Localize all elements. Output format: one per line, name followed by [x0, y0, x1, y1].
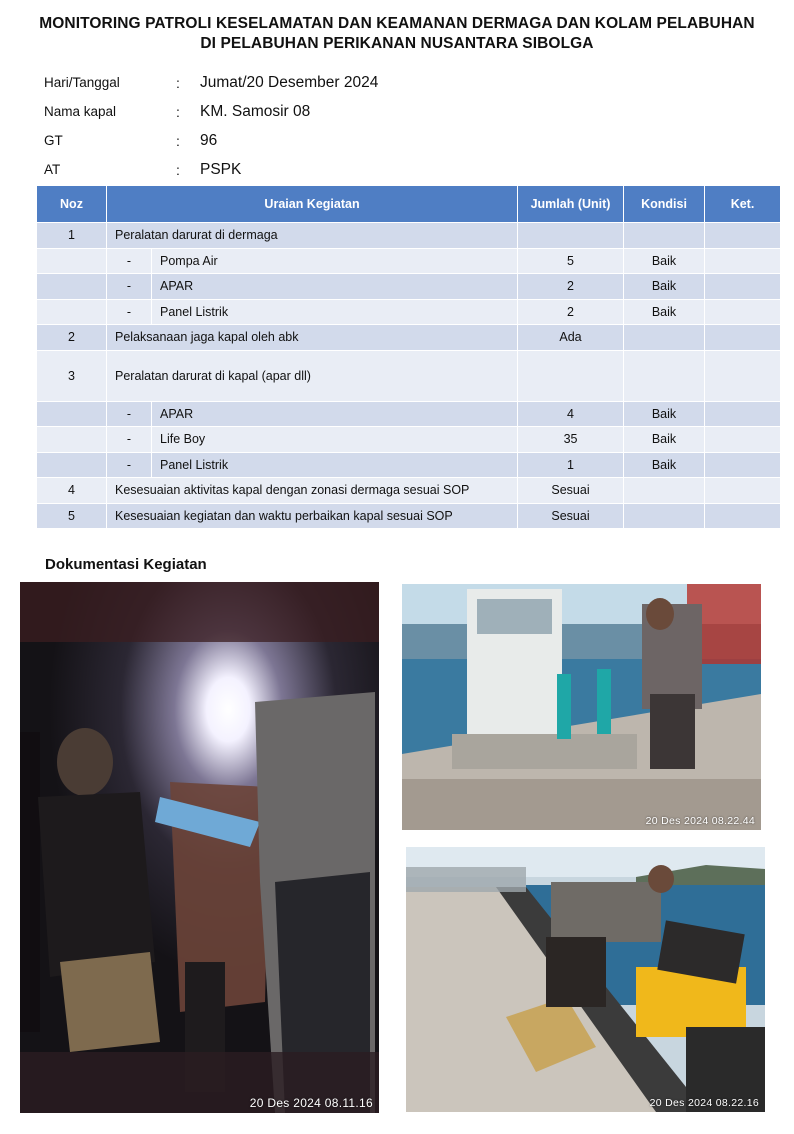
table-row — [37, 223, 781, 249]
header-jumlah: Jumlah (Unit) — [518, 186, 624, 223]
cell-jumlah: 2 — [518, 299, 624, 325]
cell-dash: - — [107, 452, 152, 478]
photo-timestamp: 20 Des 2024 08.22.44 — [645, 815, 755, 827]
cell-kondisi: Baik — [624, 248, 705, 274]
cell-kondisi — [624, 478, 705, 504]
cell-kondisi: Baik — [624, 452, 705, 478]
cell-jumlah: Sesuai — [518, 478, 624, 504]
photo-electric-panel-icon — [402, 584, 761, 830]
info-label: GT — [44, 133, 63, 148]
photo-timestamp: 20 Des 2024 08.11.16 — [249, 1096, 373, 1110]
cell-no: 2 — [37, 325, 107, 351]
header-no: Noz — [37, 186, 107, 223]
cell-dash: - — [107, 299, 152, 325]
cell-ket — [705, 427, 781, 453]
cell-kondisi — [624, 223, 705, 249]
cell-uraian: Pelaksanaan jaga kapal oleh abk — [107, 325, 518, 351]
document-title — [0, 14, 794, 54]
table-row — [37, 401, 781, 427]
cell-ket — [705, 274, 781, 300]
cell-item: APAR — [152, 401, 518, 427]
photo-dock-box-icon — [406, 847, 765, 1112]
info-label: Hari/Tanggal — [44, 75, 120, 90]
info-row-ship-name — [44, 97, 644, 126]
info-value: PSPK — [200, 160, 242, 178]
info-colon: : — [176, 161, 180, 178]
cell-jumlah: 1 — [518, 452, 624, 478]
cell-ket — [705, 452, 781, 478]
cell-jumlah — [518, 223, 624, 249]
cell-no: 1 — [37, 223, 107, 249]
table-row — [37, 503, 781, 529]
cell-kondisi: Baik — [624, 427, 705, 453]
header-kondisi: Kondisi — [624, 186, 705, 223]
vessel-info — [44, 68, 644, 184]
activity-table — [36, 185, 781, 529]
cell-ket — [705, 401, 781, 427]
table-row — [37, 299, 781, 325]
info-label: AT — [44, 162, 61, 177]
cell-no: 3 — [37, 350, 107, 401]
photo-onboard-inspection — [20, 582, 379, 1113]
info-row-gt — [44, 126, 644, 155]
cell-ket — [705, 248, 781, 274]
photo-onboard-inspection-icon — [20, 582, 379, 1113]
info-label: Nama kapal — [44, 104, 117, 119]
table-row — [37, 452, 781, 478]
cell-kondisi: Baik — [624, 401, 705, 427]
table-row — [37, 427, 781, 453]
cell-item: APAR — [152, 274, 518, 300]
cell-jumlah: 5 — [518, 248, 624, 274]
info-colon: : — [176, 132, 180, 149]
cell-ket — [705, 299, 781, 325]
table-row — [37, 350, 781, 401]
info-colon: : — [176, 103, 180, 120]
cell-kondisi: Baik — [624, 299, 705, 325]
cell-no — [37, 427, 107, 453]
cell-dash: - — [107, 274, 152, 300]
info-value: 96 — [200, 131, 218, 149]
cell-no — [37, 401, 107, 427]
cell-ket — [705, 503, 781, 529]
photo-dock-box-inspection — [406, 847, 765, 1112]
info-value: Jumat/20 Desember 2024 — [200, 73, 379, 91]
title-line-2: DI PELABUHAN PERIKANAN NUSANTARA SIBOLGA — [200, 35, 594, 52]
cell-dash: - — [107, 401, 152, 427]
documentation-title: Dokumentasi Kegiatan — [45, 556, 207, 573]
cell-kondisi — [624, 325, 705, 351]
cell-item: Panel Listrik — [152, 452, 518, 478]
photo-timestamp: 20 Des 2024 08.22.16 — [649, 1097, 759, 1109]
cell-kondisi: Baik — [624, 274, 705, 300]
cell-jumlah: 4 — [518, 401, 624, 427]
cell-ket — [705, 325, 781, 351]
table-header-row — [37, 186, 781, 223]
info-row-date — [44, 68, 644, 97]
cell-jumlah: Ada — [518, 325, 624, 351]
cell-no — [37, 299, 107, 325]
cell-dash: - — [107, 248, 152, 274]
cell-uraian: Peralatan darurat di kapal (apar dll) — [107, 350, 518, 401]
cell-no — [37, 274, 107, 300]
cell-no — [37, 248, 107, 274]
cell-jumlah: 35 — [518, 427, 624, 453]
title-line-1: MONITORING PATROLI KESELAMATAN DAN KEAMANAN DERMAGA DAN KOLAM PELABUHAN — [39, 15, 755, 32]
info-value: KM. Samosir 08 — [200, 102, 311, 120]
header-ket: Ket. — [705, 186, 781, 223]
cell-jumlah: 2 — [518, 274, 624, 300]
cell-ket — [705, 350, 781, 401]
cell-ket — [705, 223, 781, 249]
table-row — [37, 325, 781, 351]
cell-jumlah — [518, 350, 624, 401]
cell-ket — [705, 478, 781, 504]
cell-item: Life Boy — [152, 427, 518, 453]
info-colon: : — [176, 74, 180, 91]
cell-no: 5 — [37, 503, 107, 529]
cell-uraian: Peralatan darurat di dermaga — [107, 223, 518, 249]
cell-no — [37, 452, 107, 478]
table-row — [37, 274, 781, 300]
cell-uraian: Kesesuaian kegiatan dan waktu perbaikan kapal sesuai SOP — [107, 503, 518, 529]
cell-uraian: Kesesuaian aktivitas kapal dengan zonasi dermaga sesuai SOP — [107, 478, 518, 504]
photo-electric-panel-dock — [402, 584, 761, 830]
cell-kondisi — [624, 503, 705, 529]
info-row-at — [44, 155, 644, 184]
table-row — [37, 248, 781, 274]
cell-kondisi — [624, 350, 705, 401]
cell-item: Panel Listrik — [152, 299, 518, 325]
table-row — [37, 478, 781, 504]
header-uraian: Uraian Kegiatan — [107, 186, 518, 223]
cell-item: Pompa Air — [152, 248, 518, 274]
cell-jumlah: Sesuai — [518, 503, 624, 529]
cell-dash: - — [107, 427, 152, 453]
cell-no: 4 — [37, 478, 107, 504]
